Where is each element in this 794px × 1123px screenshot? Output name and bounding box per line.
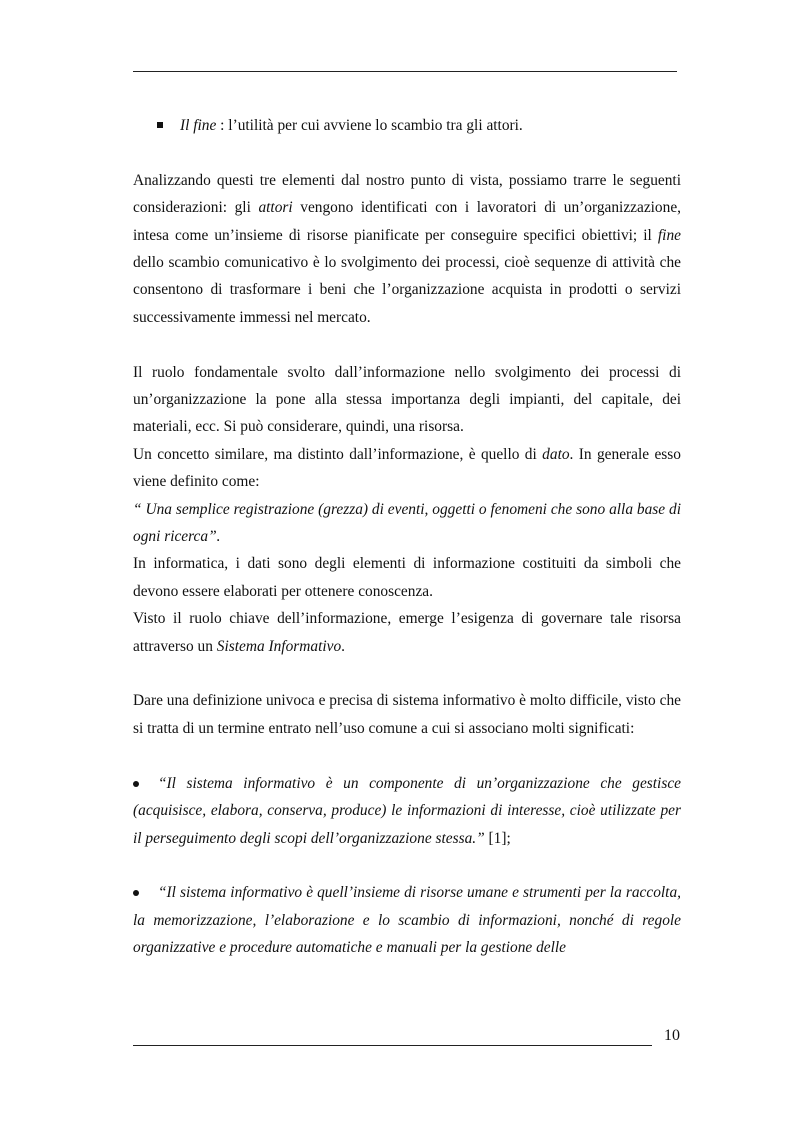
- paragraph-informatics: In informatica, i dati sono degli elementi di informazione costituiti da simboli che devono essere elaborati per ottenere conoscenza.: [133, 555, 681, 600]
- paragraph-information-system: Visto il ruolo chiave dell’informazione, emerge l’esigenza di governare tale risorsa attraverso un Sistema Informativo.: [133, 610, 681, 655]
- citation-ref: [1];: [484, 829, 511, 847]
- definition-item-1: “Il sistema informativo è un componente di un’organizzazione che gestisce (acquisisce, elabora, conserva, produce) le informazioni di interesse, cioè utilizzate per il perseguimento degli scopi dell’organizzazione stessa.” [1];: [133, 774, 681, 847]
- list-item-text: : l’utilità per cui avviene lo scambio tra gli attori.: [216, 117, 523, 134]
- paragraph-data-concept: Un concetto similare, ma distinto dall’informazione, è quello di dato. In generale esso viene definito come:: [133, 445, 681, 491]
- page-body: [133, 112, 681, 962]
- term-fine-inline: fine: [657, 226, 681, 244]
- header-rule: [133, 71, 677, 72]
- paragraph-analysis: Analizzando questi tre elementi dal nostro punto di vista, possiamo trarre le seguenti considerazioni: gli attori vengono identificati con i lavoratori di un’organizzazione, intesa come un’insieme di risorse pianificate per conseguire specifici obiettivi; il fine dello scambio comunicativo è lo svolgimento dei processi, cioè sequenze di attività che consentono di trasformare i beni che l’organizzazione acquista in prodotti o servizi successivamente immessi nel mercato.: [133, 171, 681, 326]
- list-item-fine: [133, 112, 681, 139]
- paragraph-definition-intro: Dare una definizione univoca e precisa di sistema informativo è molto difficile, visto che si tratta di un termine entrato nell’uso comune a cui si associano molti significati:: [133, 692, 681, 737]
- page-number: 10: [664, 1027, 680, 1044]
- term-attori: attori: [258, 199, 293, 217]
- definition-item-2: “Il sistema informativo è quell’insieme di risorse umane e strumenti per la raccolta, la memorizzazione, l’elaborazione e lo scambio di informazioni, nonché di regole organizzative e procedure automatiche e manuali per la gestione delle: [133, 884, 681, 957]
- quote-data-definition: “ Una semplice registrazione (grezza) di eventi, oggetti o fenomeni che sono alla base di ogni ricerca”.: [133, 500, 681, 546]
- round-bullet-icon: [133, 781, 139, 787]
- footer-rule: [133, 1045, 652, 1046]
- round-bullet-icon: [133, 890, 139, 896]
- square-bullet-icon: [157, 122, 163, 128]
- paragraph-information-role: Il ruolo fondamentale svolto dall’informazione nello svolgimento dei processi di un’organizzazione la pone alla stessa importanza degli impianti, del capitale, dei materiali, ecc. Si può considerare, quindi, una risorsa.: [133, 363, 681, 436]
- term-fine: Il fine: [180, 117, 217, 134]
- term-sistema-informativo: Sistema Informativo: [216, 637, 342, 655]
- term-dato: dato: [542, 445, 570, 463]
